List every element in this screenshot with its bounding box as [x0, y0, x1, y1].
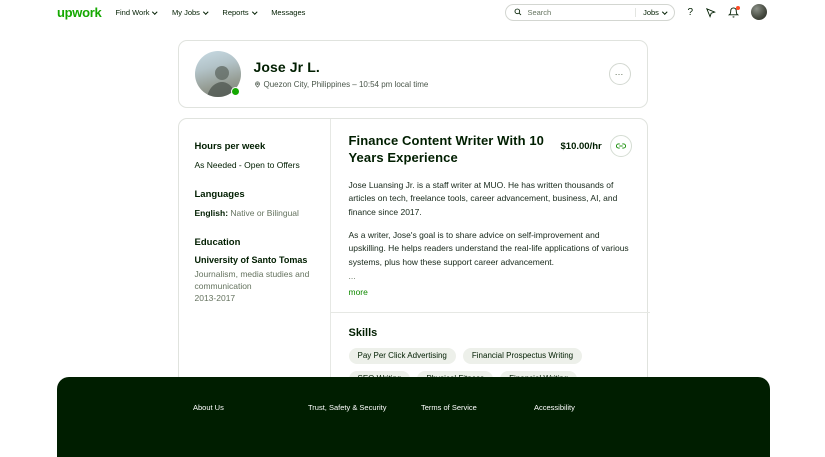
- top-navigation-bar: [0, 0, 825, 24]
- share-link-button[interactable]: [610, 135, 632, 157]
- location-text: Quezon City, Philippines – 10:54 pm local time: [263, 80, 429, 89]
- overview-section: [331, 119, 650, 312]
- profile-header-card: [178, 40, 648, 108]
- footer-link-about-us[interactable]: About Us: [193, 403, 224, 412]
- notification-badge: [736, 6, 741, 11]
- chevron-down-icon: [203, 9, 208, 14]
- education-degree: Journalism, media studies and communication: [194, 268, 310, 291]
- overview-description: [349, 179, 632, 270]
- profile-title: Finance Content Writer With 10 Years Experience: [348, 133, 544, 165]
- education-school: University of Santo Tomas: [194, 254, 308, 265]
- language-row: [195, 207, 314, 220]
- online-status-dot: [231, 87, 240, 96]
- languages-section: [195, 189, 314, 220]
- chevron-down-icon: [252, 9, 257, 14]
- language-name: English:: [194, 207, 229, 218]
- chevron-down-icon: [153, 9, 158, 14]
- skill-tag: Pay Per Click Advertising: [349, 348, 456, 364]
- search-input[interactable]: [527, 8, 630, 17]
- overview-title-row: [349, 133, 632, 167]
- profile-page: [178, 40, 648, 427]
- language-level: Native or Bilingual: [230, 207, 299, 218]
- topbar-right-group: [505, 4, 767, 21]
- main-nav: [115, 8, 305, 17]
- pointer-button[interactable]: [705, 7, 716, 18]
- nav-my-jobs[interactable]: My Jobs: [172, 8, 207, 17]
- hourly-rate: $10.00/hr: [560, 140, 602, 152]
- notifications-button[interactable]: [728, 7, 739, 18]
- profile-avatar-wrap: [195, 51, 241, 97]
- location-pin-icon: [254, 80, 261, 89]
- footer-link-accessibility[interactable]: Accessibility: [534, 403, 575, 412]
- footer-link-trust-safety[interactable]: Trust, Safety & Security: [308, 403, 387, 412]
- truncation-ellipsis: ...: [348, 271, 356, 282]
- freelancer-name: Jose Jr L.: [253, 59, 320, 75]
- search-scope-dropdown[interactable]: Jobs: [635, 8, 666, 17]
- skills-title: Skills: [348, 326, 378, 339]
- chevron-down-icon: [662, 9, 667, 14]
- location-row: [254, 80, 429, 89]
- link-icon: [616, 141, 626, 151]
- education-title: Education: [194, 236, 241, 248]
- help-button[interactable]: [687, 7, 693, 18]
- education-section: [195, 237, 314, 305]
- site-footer: [57, 377, 770, 457]
- nav-messages[interactable]: Messages: [271, 7, 306, 17]
- education-years: 2013-2017: [194, 293, 236, 304]
- more-link[interactable]: more: [348, 286, 368, 297]
- hours-title: Hours per week: [194, 141, 266, 152]
- nav-reports[interactable]: Reports: [222, 8, 256, 17]
- upwork-logo[interactable]: upwork: [57, 4, 102, 20]
- skill-tag: Financial Prospectus Writing: [463, 348, 582, 364]
- overview-paragraph: Jose Luansing Jr. is a staff writer at MUO. He has written thousands of articles on tech, freelance tools, career advancement, business, AI, and finance since 2017.: [348, 179, 618, 217]
- identity-block: [254, 59, 429, 89]
- more-options-button[interactable]: …: [609, 63, 631, 85]
- hours-value: As Needed - Open to Offers: [194, 160, 300, 170]
- hours-per-week-section: [195, 141, 314, 172]
- footer-link-terms[interactable]: Terms of Service: [421, 403, 477, 412]
- user-avatar[interactable]: [751, 4, 767, 20]
- rate-group: [561, 133, 632, 157]
- overview-paragraph: As a writer, Jose's goal is to share advice on self-improvement and upskilling. He helps readers understand the real-life applications of various systems, plus how these support career advancement.: [348, 229, 629, 267]
- help-icon: ?: [687, 6, 693, 18]
- search-icon: [514, 8, 522, 16]
- nav-find-work[interactable]: Find Work: [115, 8, 157, 17]
- search-box[interactable]: [505, 4, 675, 21]
- languages-title: Languages: [194, 188, 245, 200]
- mouse-pointer-icon: [705, 7, 716, 18]
